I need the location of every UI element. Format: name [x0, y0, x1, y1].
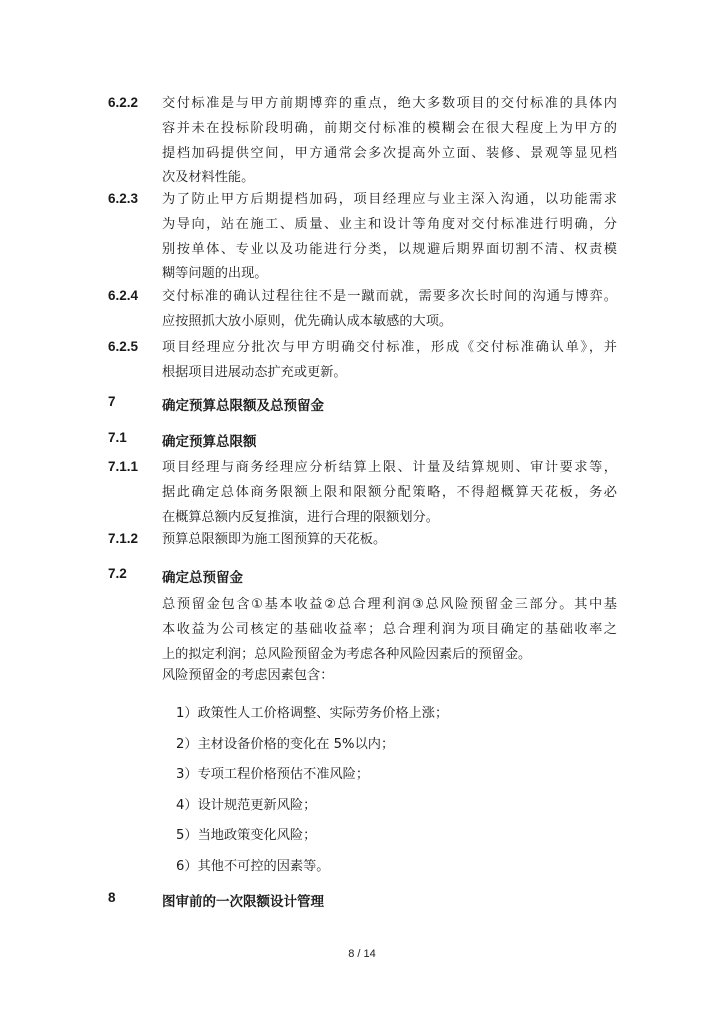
- text-line: 据此确定总体商务限额上限和限额分配策略，不得超概算天花板，务必: [162, 484, 617, 500]
- clause-text: [162, 188, 617, 287]
- text-line: 提档加码提供空间，甲方通常会多次提高外立面、装修、景观等显见档: [162, 145, 617, 161]
- list-item: 2）主材设备价格的变化在 5%以内；: [176, 736, 395, 752]
- list-item: 4）设计规范更新风险；: [176, 797, 317, 813]
- clause-text: [162, 528, 617, 553]
- text-line: 交付标准的确认过程往往不是一蹴而就，需要多次长时间的沟通与博弈。: [162, 289, 617, 304]
- text-line: 预算总限额即为施工图预算的天花板。: [162, 532, 387, 547]
- list-item: 5）当地政策变化风险；: [176, 828, 317, 843]
- list-item: 1）政策性人工价格调整、实际劳务价格上涨；: [176, 706, 449, 721]
- heading-title: 图审前的一次限额设计管理: [162, 894, 324, 910]
- text-line: 在概算总额内反复推演，进行合理的限额划分。: [162, 509, 439, 525]
- paragraph-text: [162, 593, 617, 667]
- clause-number: 6.2.2: [108, 95, 139, 110]
- clause-text: [162, 92, 617, 191]
- clause-number: 6.2.4: [108, 288, 139, 303]
- text-line: 应按照抓大放小原则，优先确认成本敏感的大项。: [162, 313, 453, 329]
- text-line: 次及材料性能。: [162, 170, 255, 186]
- text-line: 别按单体、专业以及功能进行分类，以规避后期界面切割不清、权责模: [162, 241, 617, 257]
- clause-number: 6.2.5: [108, 339, 139, 354]
- list-item: 3）专项工程价格预估不准风险；: [176, 767, 370, 782]
- text-line: 交付标准是与甲方前期博弈的重点，绝大多数项目的交付标准的具体内: [162, 96, 617, 111]
- list-item: 6）其他不可控的因素等。: [176, 858, 330, 874]
- heading-number: 8: [108, 890, 116, 905]
- heading-title: 确定总预留金: [162, 570, 243, 586]
- text-line: 项目经理应分批次与甲方明确交付标准，形成《交付标准确认单》，并: [162, 340, 617, 355]
- heading-title: 确定预算总限额及总预留金: [162, 398, 324, 414]
- page-number: 8 / 14: [348, 948, 376, 960]
- text-line: 本收益为公司核定的基础收益率；总合理利润为项目确定的基础收率之: [162, 621, 617, 637]
- clause-number: 6.2.3: [108, 191, 139, 206]
- text-line: 容并未在投标阶段明确，前期交付标准的模糊会在很大程度上为甲方的: [162, 120, 617, 136]
- text-line: 糊等问题的出现。: [162, 266, 268, 282]
- clause-text: [162, 285, 617, 335]
- text-line: 总预留金包含①基本收益②总合理利润③总风险预留金三部分。其中基: [162, 597, 617, 612]
- clause-number: 7.1.2: [108, 531, 139, 546]
- clause-text: [162, 336, 617, 386]
- clause-text: [162, 456, 617, 530]
- text-line: 根据项目进展动态扩充或更新。: [162, 364, 347, 380]
- risk-intro-text: [162, 664, 617, 689]
- heading-number: 7.1: [108, 430, 127, 445]
- text-line: 项目经理与商务经理应分析结算上限、计量及结算规则、审计要求等，: [162, 460, 617, 475]
- text-line: 风险预留金的考虑因素包含：: [162, 668, 334, 683]
- text-line: 为导向，站在施工、质量、业主和设计等角度对交付标准进行明确，分: [162, 216, 617, 232]
- text-line: 为了防止甲方后期提档加码，项目经理应与业主深入沟通，以功能需求: [162, 192, 617, 207]
- heading-title: 确定预算总限额: [162, 434, 257, 450]
- clause-number: 7.1.1: [108, 459, 139, 474]
- heading-number: 7: [108, 394, 116, 409]
- text-line: 上的拟定利润；总风险预留金为考虑各种风险因素后的预留金。: [162, 646, 532, 662]
- heading-number: 7.2: [108, 566, 127, 581]
